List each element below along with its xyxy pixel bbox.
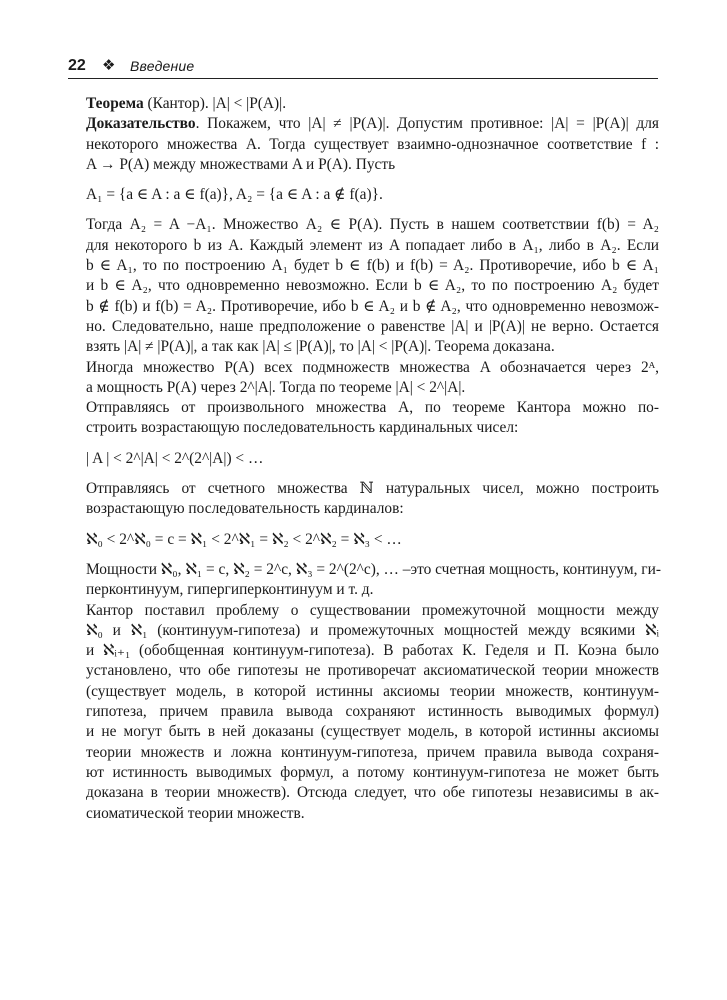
page-number: 22 [68,57,86,74]
text-line: возрастающую последовательность кардиналов: [86,500,404,518]
text-line: некоторого множества A. Тогда существует взаимно-однозначное соответствие f : [86,135,659,153]
text-line: взять |A| ≠ |P(A)|, а так как |A| ≤ |P(A)|, то |A| < |P(A)|. Теорема доказана. [86,338,555,356]
proof-paragraph [86,114,659,175]
text-line: . Покажем, что |A| ≠ |P(A)|. Допустим противное: |A| = |P(A)| для [195,115,659,133]
text-line: Отправляясь от произвольного множества A, по теореме Кантора можно по- [86,399,659,417]
running-header [68,54,658,79]
text-line: для некоторого b из A. Каждый элемент из A попадает либо в A₁, либо в A₂. Если [86,236,659,254]
formula-sets: A₁ = {a ∈ A : a ∈ f(a)}, A₂ = {a ∈ A : a ∉ f(a)}. [86,186,383,204]
alephs-paragraph [86,560,659,601]
text-line: A → P(A) между множествами A и P(A). Пусть [86,155,396,173]
proof-label: Доказательство [86,115,196,133]
theorem-statement: (Кантор). |A| < |P(A)|. [143,95,287,112]
text-line: и ℵᵢ₊₁ (обобщенная континуум-гипотеза). В работах К. Геделя и П. Коэна было [86,642,659,660]
formula-cardinals: | A | < 2^|A| < 2^(2^|A|) < … [86,449,264,467]
text-line: а мощность P(A) через 2^|A|. Тогда по теореме |A| < 2^|A|. [86,378,466,396]
cardinal-sequence-paragraph [86,398,659,439]
text-line: Иногда множество P(A) всех подмножеств множества A обозначается через 2ᴬ, [86,358,659,376]
text-line: ют истинность выводимых формул, а потому континуум-гипотеза не может быть [86,763,659,781]
theorem-paragraph [86,94,659,114]
text-line: Кантор поставил проблему о существовании промежуточной мощности между [86,601,659,619]
text-line: гипотеза, причем правила вывода сохраняют истинность выводимых формул) [86,703,659,721]
continuum-hypothesis-paragraph [86,601,659,824]
text-line: сиоматической теории множеств. [86,804,305,822]
text-line: теории множеств и ложна континуум-гипотеза, причем правила вывода сохраня- [86,743,659,761]
text-line: b ∈ A₁, то по построению A₁ будет b ∈ f(b) и f(b) = A₂. Противоречие, ибо b ∈ A₁ [86,257,659,275]
text-line: ℵ₀ и ℵ₁ (континуум-гипотеза) и промежуточных мощностей между всякими ℵᵢ [86,621,659,639]
formula-alephs: ℵ₀ < 2^ℵ₀ = c = ℵ₁ < 2^ℵ₁ = ℵ₂ < 2^ℵ₂ = ℵ₃ < … [86,530,402,548]
powerset-paragraph [86,358,659,399]
text-line: строить возрастающую последовательность кардинальных чисел: [86,419,519,437]
proof-continuation [86,215,659,357]
text-line: Мощности ℵ₀, ℵ₁ = c, ℵ₂ = 2^c, ℵ₃ = 2^(2^c), … –это счетная мощность, континуум, ги- [86,560,661,578]
text-line: Тогда A₂ = A −A₁. Множество A₂ ∈ P(A). Пусть в нашем соответствии f(b) = A₂ [86,216,659,234]
text-line: Отправляясь от счетного множества ℕ натуральных чисел, можно построить [86,480,659,498]
ornament-icon: ❖ [102,57,116,74]
page-body [86,94,659,824]
text-line: и не могут быть в ней доказаны (существует модель, в которой истинны аксиомы [86,723,659,741]
theorem-label: Теорема [86,95,144,112]
section-title: Введение [130,58,195,74]
text-line: перконтинуум, гипергиперконтинуум и т. д. [86,581,374,599]
text-line: но. Следовательно, наше предположение о равенстве |A| и |P(A)| не верно. Остается [86,317,659,335]
text-line: и b ∈ A₂, что одновременно невозможно. Если b ∈ A₂, то по построению A₂ будет [86,277,659,295]
text-line: b ∉ f(b) и f(b) = A₂. Противоречие, ибо b ∈ A₂ и b ∉ A₂, что одновременно невозмож- [86,297,659,315]
text-line: доказана в теории множеств). Отсюда следует, что обе гипотезы независимы в ак- [86,784,659,802]
naturals-paragraph [86,479,659,520]
text-line: (существует модель, в которой истинны аксиомы теории множеств, континуум- [86,682,659,700]
text-line: установлено, что обе гипотезы не противоречат аксиоматической теории множеств [86,662,659,680]
